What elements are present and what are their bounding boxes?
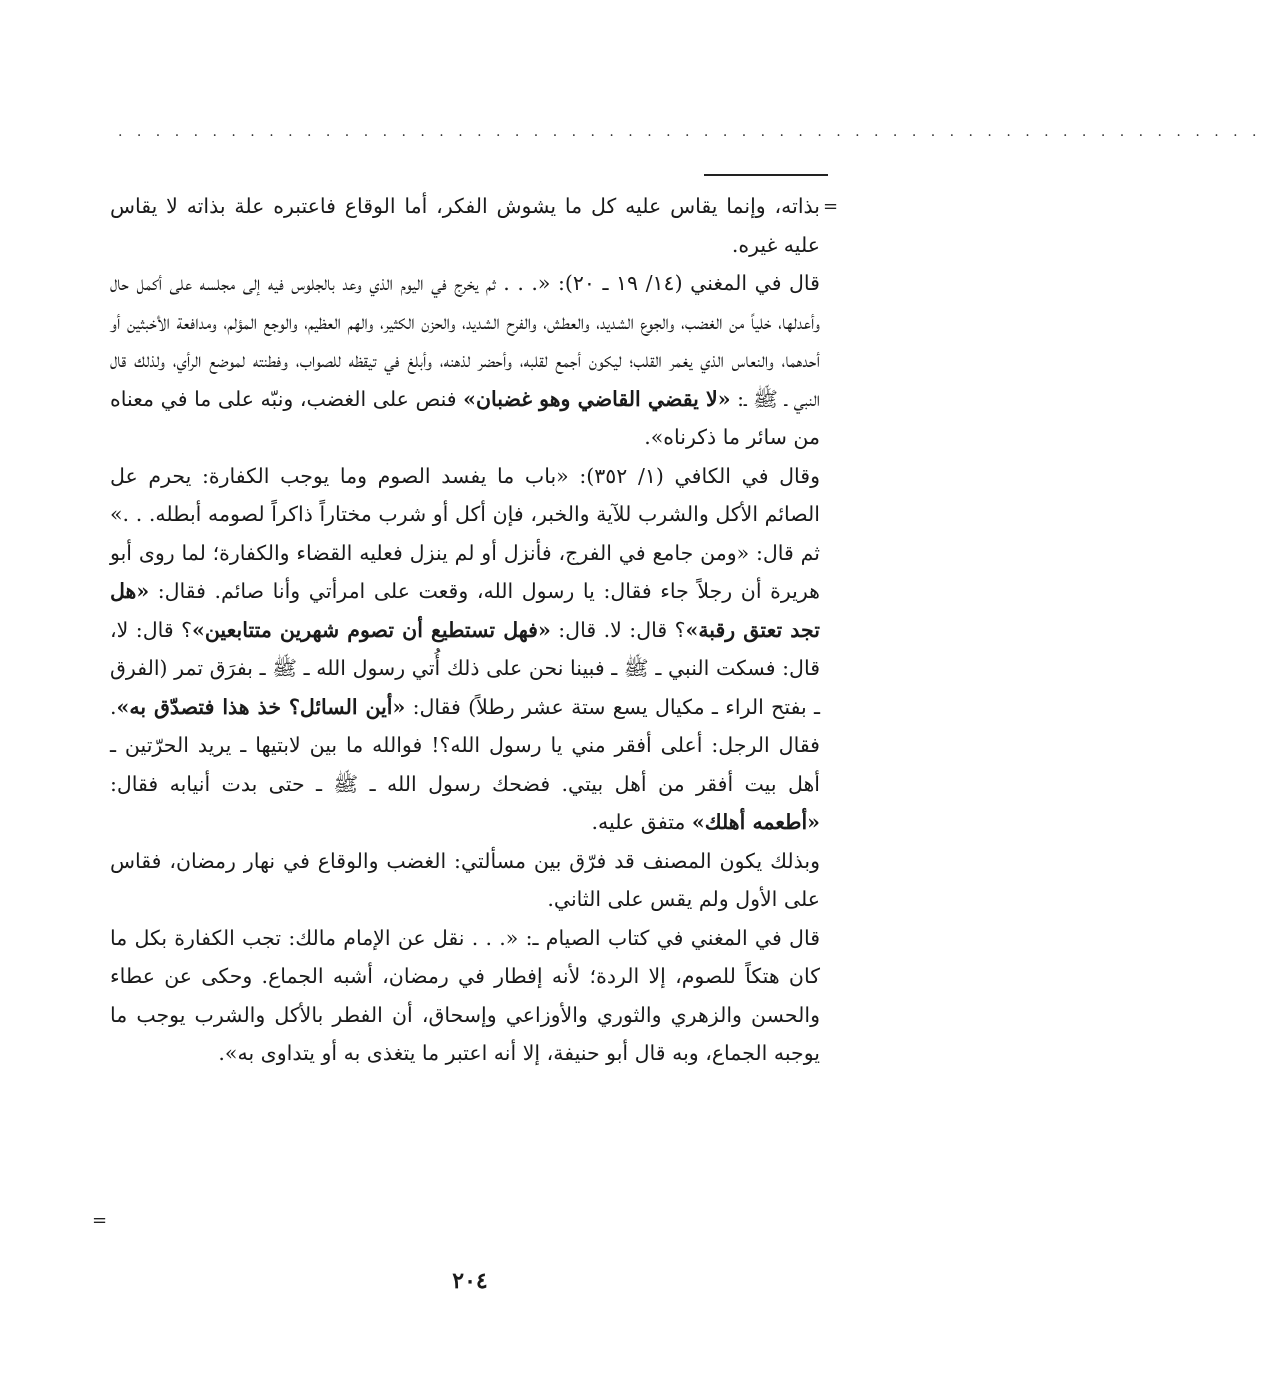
footnote-paragraph-4: وبذلك يكون المصنف قد فرّق بين مسألتي: الغضب والوقاع في نهار رمضان، فقاس على الأول ولم يقس على الثاني. xyxy=(110,848,820,911)
footnote-text xyxy=(110,187,820,1073)
text-run: . فقال الرجل: أعلى أفقر مني يا رسول الله؟! فوالله ما بين لابتيها ـ يريد الحرّتين ـ أهل بيت أفقر من أهل بيتي. فضحك رسول الله ـ ﷺ ـ حتى بدت أنيابه فقال: xyxy=(110,694,820,796)
text-run: ؟ قال: لا، قال: فسكت النبي ـ ﷺ ـ فبينا نحن على ذلك أُتي رسول الله ـ ﷺ ـ بفرَق تمر (الفرق ـ بفتح الراء ـ مكيال يسع ستة عشر رطلاً) فقال: xyxy=(110,617,820,719)
footnote-paragraph-1: بذاته، وإنما يقاس عليه كل ما يشوش الفكر، أما الوقاع فاعتبره علة بذاته لا يقاس عليه غيره. xyxy=(110,194,820,257)
continuation-mark-bottom: = xyxy=(92,1210,108,1231)
page-number: ٢٠٤ xyxy=(452,1268,488,1294)
hadith-quote: «هل تجد تعتق رقبة» xyxy=(110,579,820,642)
hadith-quote: «لا يقضي القاضي وهو غضبان» xyxy=(463,386,731,411)
hadith-quote: «أطعمه أهلك» xyxy=(691,810,820,834)
text-run: ؟ قال: لا. قال: xyxy=(550,617,686,642)
text-run: متفق عليه. xyxy=(591,810,692,834)
footnote-paragraph-5: قال في المغني في كتاب الصيام ـ: «. . . نقل عن الإمام مالك: تجب الكفارة بكل ما كان هتكاً للصوم، إلا الردة؛ لأنه إفطار في رمضان، أشبه الجماع. وحكى عن عطاء والحسن والزهري والثوري والأوزاعي وإسحاق، أن الفطر بالأكل والشرب يوجب ما يوجبه الجماع، وبه قال أبو حنيفة، إلا أنه اعتبر ما يتغذى به أو يتداوى به». xyxy=(110,925,820,1065)
text-run: وقال في الكافي (١/ ٣٥٢): «باب ما يفسد الصوم وما يوجب الكفارة: يحرم عل الصائم الأكل والشرب للآية والخبر، فإن أكل أو شرب مختاراً ذاكراً لصومه أبطله. . .» ثم قال: «ومن جامع في الفرج، فأنزل أو لم ينزل فعليه القضاء والكفارة؛ لما روى أبو هريرة أن رجلاً جاء فقال: يا رسول الله، وقعت على امرأتي وأنا صائم. فقال: xyxy=(110,463,820,603)
footnote-rule xyxy=(704,174,828,176)
footnote-paragraph-3 xyxy=(110,457,820,842)
hadith-quote: «أين السائل؟ خذ هذا فتصدّق به» xyxy=(116,694,406,719)
text-run: فنص على الغضب، ونبّه على ما في معناه من سائر ما ذكرناه». xyxy=(110,386,820,449)
text-run: قال في المغني (١٤/ ١٩ ـ ٢٠): «. . . ثم يخرج في اليوم الذي وعد بالجلوس فيه إلى مجلسه على أكمل حال وأعدلها، خلياً من الغضب، والجوع الشديد، والعطش، والفرح الشديد، والحزن الكثير، والهم العظيم، والوجع المؤلم، ومدافعة الأخبثين أو أحدهما، والنعاس الذي يغمر القلب؛ ليكون أجمع لقلبه، وأحضر لذهنه، وأبلغ في تيقظه للصواب، وفطنته لموضع الرأي، ولذلك قال النبي ـ ﷺ ـ: xyxy=(110,271,821,411)
continuation-mark-top: = xyxy=(823,196,839,217)
footnote-paragraph-2 xyxy=(110,264,820,457)
separator-dots: . . . . . . . . . . . . . . . . . . . . . . . . . . . . . . . . . . . . . . . . . . . . . . . . . . . . . . . . . . . . . xyxy=(118,124,1261,140)
hadith-quote: «فهل تستطيع أن تصوم شهرين متتابعين» xyxy=(192,617,551,642)
